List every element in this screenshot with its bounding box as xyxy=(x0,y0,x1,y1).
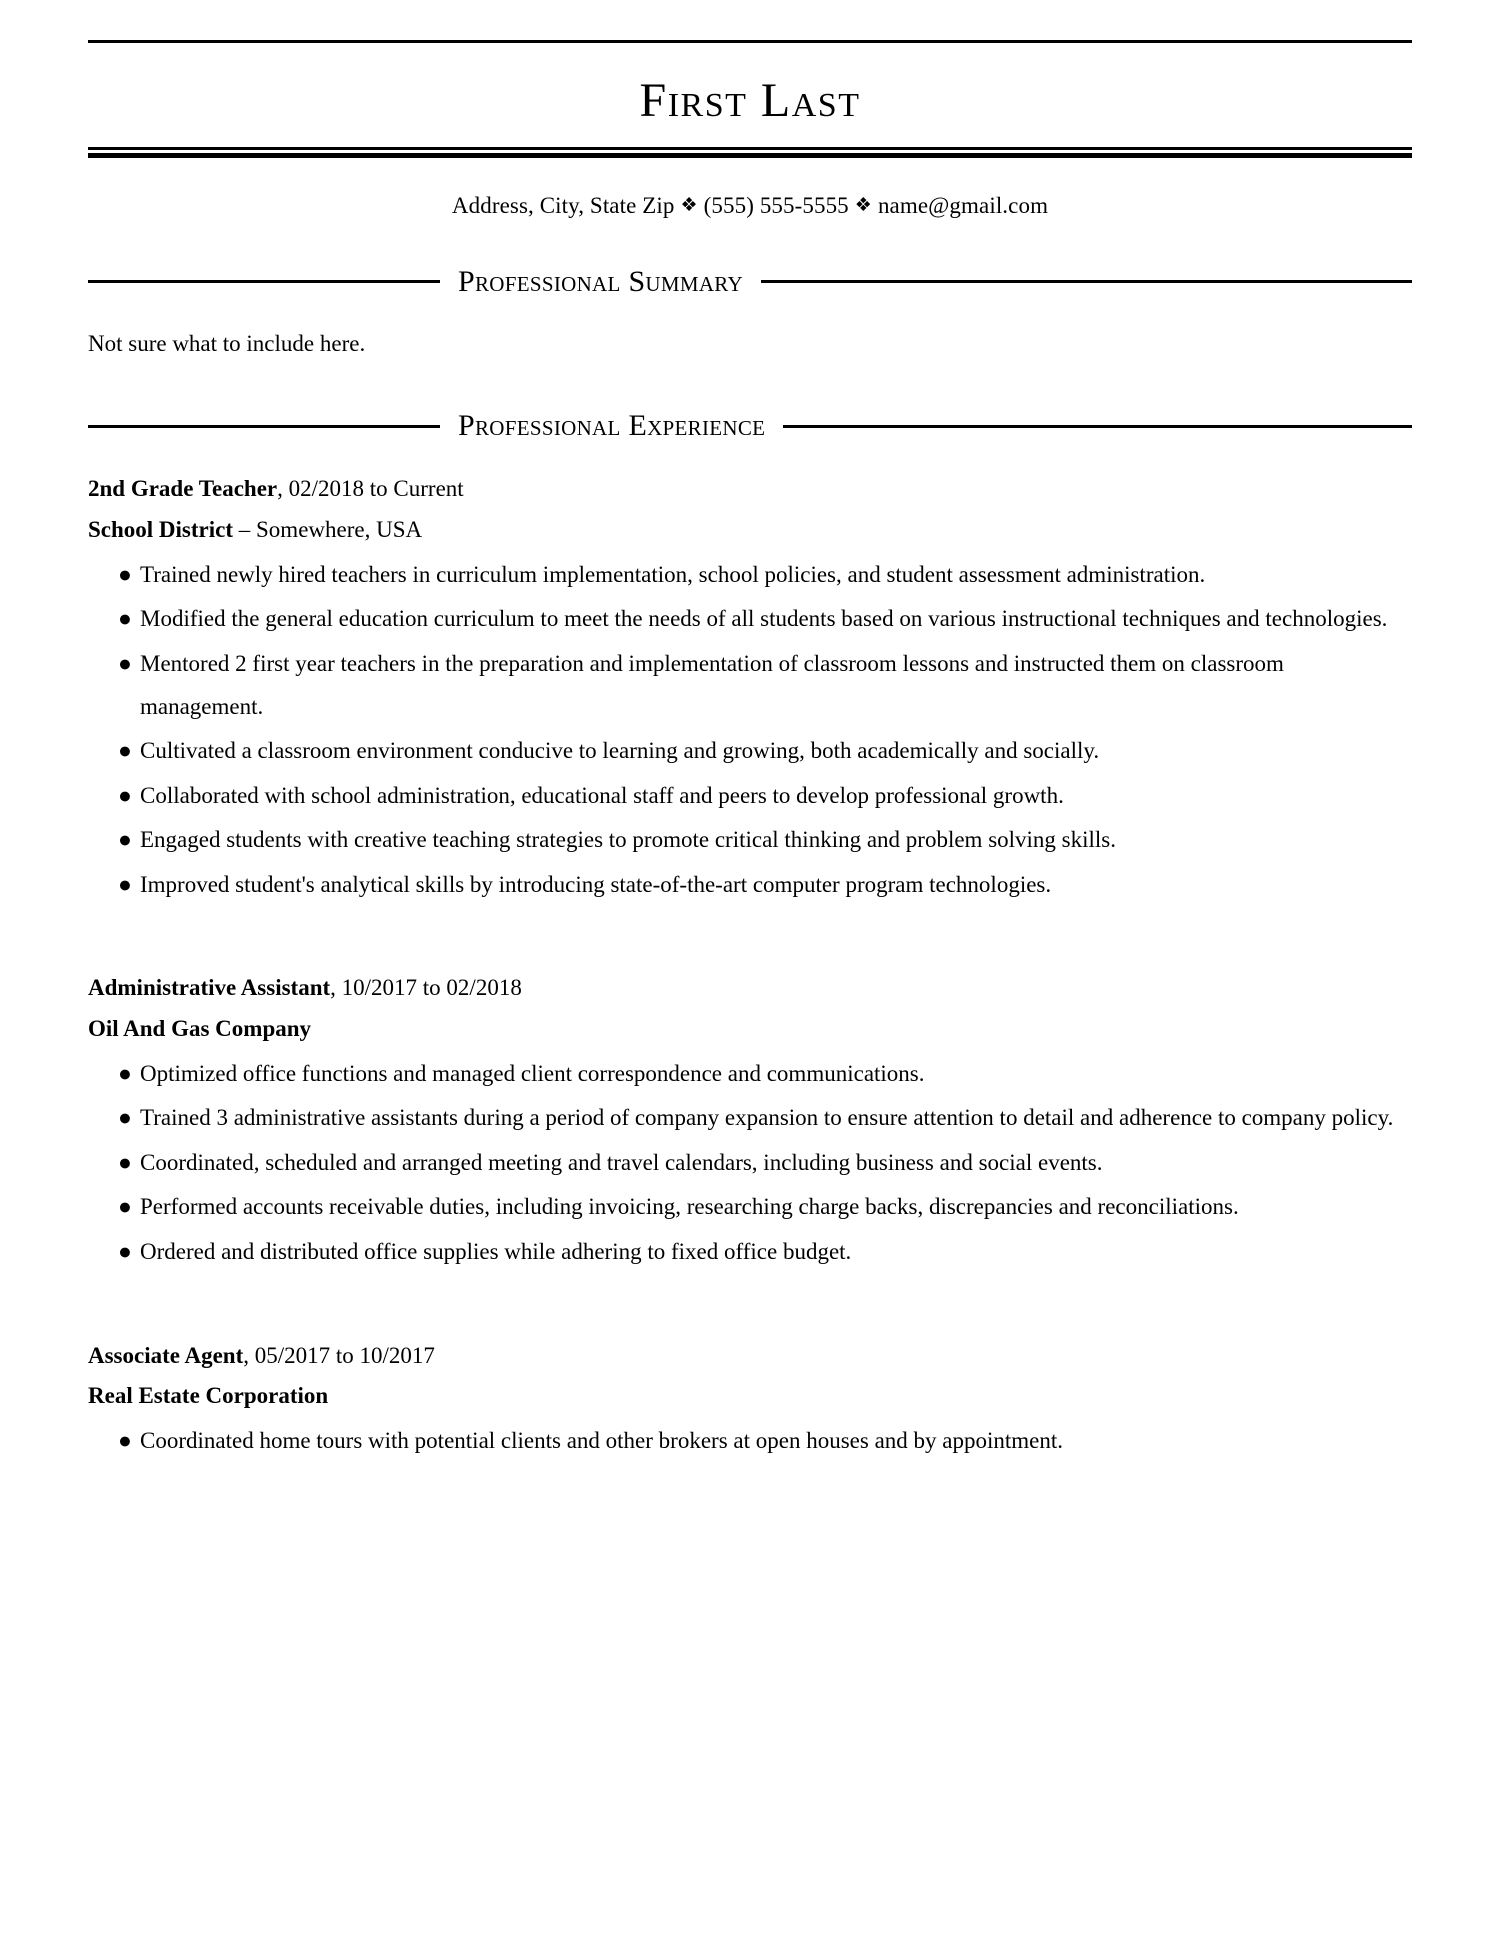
experience-entry xyxy=(88,469,1412,906)
job-bullet xyxy=(88,1231,1412,1274)
job-title: Administrative Assistant xyxy=(88,975,331,1001)
bullet-marker-icon: ● xyxy=(118,561,132,587)
bullet-text: Ordered and distributed office supplies while adhering to fixed office budget. xyxy=(140,1239,852,1264)
job-title-line xyxy=(88,1336,1412,1376)
job-bullet xyxy=(88,554,1412,597)
job-title-line xyxy=(88,469,1412,509)
job-bullet xyxy=(88,1420,1412,1463)
candidate-name: First Last xyxy=(639,74,861,127)
bullet-text: Cultivated a classroom environment conducive to learning and growing, both academically and socially. xyxy=(140,738,1100,764)
bullet-marker-icon: ● xyxy=(118,738,132,764)
job-company: School District xyxy=(88,516,234,542)
bullet-text: Performed accounts receivable duties, including invoicing, researching charge backs, discrepancies and reconciliations. xyxy=(140,1194,1239,1220)
contact-email: name@gmail.com xyxy=(877,193,1049,218)
job-bullet xyxy=(88,1097,1412,1140)
contact-phone: (555) 555-5555 xyxy=(703,193,849,218)
bullet-marker-icon: ● xyxy=(118,782,132,808)
section-rule-left-2 xyxy=(88,425,440,428)
bullet-text: Collaborated with school administration, educational staff and peers to develop professional growth. xyxy=(140,782,1064,808)
job-dates: , 05/2017 to 10/2017 xyxy=(243,1342,435,1368)
job-company-line xyxy=(88,510,1412,550)
experience-list xyxy=(88,469,1412,1462)
bullet-text: Trained 3 administrative assistants during a period of company expansion to ensure attention to detail and adherence to company policy. xyxy=(140,1105,1394,1131)
section-rule-right xyxy=(761,280,1412,283)
diamond-separator-icon-2: ❖ xyxy=(854,195,872,216)
job-dates: , 02/2018 to Current xyxy=(277,476,464,502)
bullet-text: Coordinated home tours with potential clients and other brokers at open houses and by appointment. xyxy=(140,1428,1063,1454)
job-bullet-list xyxy=(88,1420,1412,1463)
summary-text: Not sure what to include here. xyxy=(88,330,366,356)
header-bottom-double-rule xyxy=(88,147,1412,158)
diamond-separator-icon: ❖ xyxy=(680,195,698,216)
bullet-marker-icon: ● xyxy=(118,871,132,897)
section-header-summary xyxy=(88,264,1412,298)
job-company: Real Estate Corporation xyxy=(88,1382,329,1408)
job-bullet-list xyxy=(88,554,1412,906)
job-title: 2nd Grade Teacher xyxy=(88,476,278,502)
job-location: – Somewhere, USA xyxy=(233,516,423,542)
bullet-marker-icon: ● xyxy=(118,1105,132,1131)
bullet-marker-icon: ● xyxy=(118,651,132,677)
section-title-summary: Professional Summary xyxy=(458,264,743,298)
bullet-marker-icon: ● xyxy=(118,1428,132,1454)
job-bullet-list xyxy=(88,1053,1412,1274)
section-title-experience: Professional Experience xyxy=(458,409,766,443)
bullet-marker-icon: ● xyxy=(118,1149,132,1175)
bullet-text: Optimized office functions and managed client correspondence and communications. xyxy=(140,1060,925,1086)
section-rule-right-2 xyxy=(783,425,1412,428)
bullet-text: Coordinated, scheduled and arranged meeting and travel calendars, including business and social events. xyxy=(140,1149,1103,1175)
job-bullet xyxy=(88,1186,1412,1229)
bullet-text: Engaged students with creative teaching strategies to promote critical thinking and problem solving skills. xyxy=(140,827,1116,853)
experience-entry xyxy=(88,1336,1412,1463)
job-bullet xyxy=(88,643,1412,728)
job-bullet xyxy=(88,819,1412,862)
bullet-marker-icon: ● xyxy=(118,827,132,853)
bullet-marker-icon: ● xyxy=(118,1239,132,1264)
contact-line xyxy=(88,158,1412,221)
bullet-text: Modified the general education curriculum to meet the needs of all students based on various instructional techniques and technologies. xyxy=(140,606,1388,632)
job-bullet xyxy=(88,864,1412,907)
bullet-text: Improved student's analytical skills by introducing state-of-the-art computer program technologies. xyxy=(140,871,1052,897)
job-dates: , 10/2017 to 02/2018 xyxy=(330,975,522,1001)
entry-spacer xyxy=(88,908,1412,938)
entry-spacer xyxy=(88,1276,1412,1306)
name-block xyxy=(88,43,1412,147)
job-bullet xyxy=(88,1142,1412,1185)
section-rule-left xyxy=(88,280,440,283)
bullet-marker-icon: ● xyxy=(118,606,132,632)
job-title: Associate Agent xyxy=(88,1342,244,1368)
job-bullet xyxy=(88,775,1412,818)
bullet-text: Trained newly hired teachers in curriculum implementation, school policies, and student assessment administration. xyxy=(140,561,1206,587)
job-company-line xyxy=(88,1376,1412,1416)
job-bullet xyxy=(88,730,1412,773)
job-bullet xyxy=(88,1053,1412,1096)
job-bullet xyxy=(88,598,1412,641)
job-company-line xyxy=(88,1009,1412,1049)
bullet-marker-icon: ● xyxy=(118,1194,132,1220)
bullet-text: Mentored 2 first year teachers in the preparation and implementation of classroom lessons and instructed them on classroom management. xyxy=(140,651,1284,719)
job-company: Oil And Gas Company xyxy=(88,1015,312,1041)
job-title-line xyxy=(88,968,1412,1008)
bullet-marker-icon: ● xyxy=(118,1060,132,1086)
section-header-experience xyxy=(88,411,1412,441)
experience-entry xyxy=(88,968,1412,1273)
contact-address: Address, City, State Zip xyxy=(451,193,675,218)
